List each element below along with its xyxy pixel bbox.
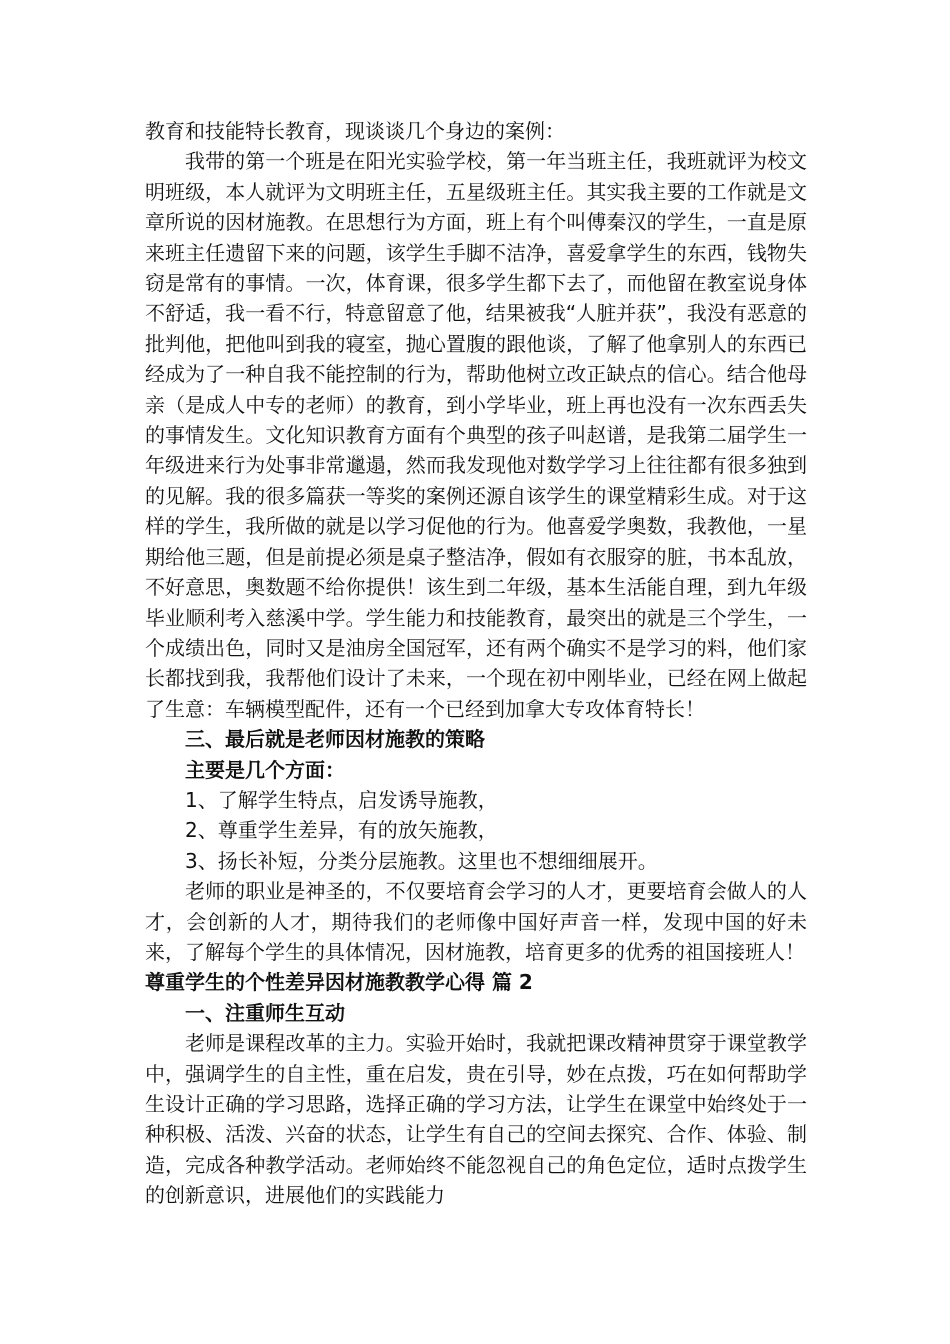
article-title: 尊重学生的个性差异因材施教教学心得 篇 2 [145,970,533,995]
list-item: 2、尊重学生差异，有的放矢施教， [185,818,498,843]
body-paragraph: 教育和技能特长教育，现谈谈几个身边的案例： [145,119,565,143]
body-paragraph: 老师的职业是神圣的，不仅要培育会学习的人才，更要培育会做人的人才，会创新的人才，期待我们的老师像中国好声音一样，发现中国的好未来，了解每个学生的具体情况，因材施教，培育更多的优秀的祖国接班人！ [145,879,807,964]
body-paragraph: 老师是课程改革的主力。实验开始时，我就把课改精神贯穿于课堂教学中，强调学生的自主性，重在启发，贵在引导，妙在点拨，巧在如何帮助学生设计正确的学习思路，选择正确的学习方法，让学生在课堂中始终处于一种积极、活泼、兴奋的状态，让学生有自己的空间去探究、合作、体验、制造，完成各种教学活动。老师始终不能忽视自己的角色定位，适时点拨学生的创新意识，进展他们的实践能力 [145,1031,807,1208]
list-item: 3、扬长补短，分类分层施教。这里也不想细细展开。 [185,848,658,873]
sub-heading: 主要是几个方面： [185,757,345,782]
list-item: 1、了解学生特点，启发诱导施教， [185,787,498,812]
section-heading: 三、最后就是老师因材施教的策略 [185,727,485,752]
section-heading: 一、注重师生互动 [185,1000,345,1025]
body-paragraph: 我带的第一个班是在阳光实验学校，第一年当班主任，我班就评为校文明班级，本人就评为文明班主任，五星级班主任。其实我主要的工作就是文章所说的因材施教。在思想行为方面，班上有个叫傅秦汉的学生，一直是原来班主任遗留下来的问题，该学生手脚不洁净，喜爱拿学生的东西，钱物失窃是常有的事情。一次，体育课，很多学生都下去了，而他留在教室说身体不舒适，我一看不行，特意留意了他，结果被我“人脏并获”，我没有恶意的批判他，把他叫到我的寝室，抛心置腹的跟他谈，了解了他拿别人的东西已经成为了一种自我不能控制的行为，帮助他树立改正缺点的信心。结合他母亲（是成人中专的老师）的教育，到小学毕业，班上再也没有一次东西丢失的事情发生。文化知识教育方面有个典型的孩子叫赵谱，是我第二届学生一年级进来行为处事非常邋遢，然而我发现他对数学学习上往往都有很多独到的见解。我的很多篇获一等奖的案例还源自该学生的课堂精彩生成。对于这样的学生，我所做的就是以学习促他的行为。他喜爱学奥数，我教他，一星期给他三题，但是前提必须是桌子整洁净，假如有衣服穿的脏，书本乱放，不好意思，奥数题不给你提供！该生到二年级，基本生活能自理，到九年级毕业顺利考入慈溪中学。学生能力和技能教育，最突出的就是三个学生，一个成绩出色，同时又是油房全国冠军，还有两个确实不是学习的料，他们家长都找到我，我帮他们设计了未来，一个现在初中刚毕业，已经在网上做起了生意：车辆模型配件，还有一个已经到加拿大专攻体育特长！ [145,149,807,721]
document-page [145,116,807,1211]
